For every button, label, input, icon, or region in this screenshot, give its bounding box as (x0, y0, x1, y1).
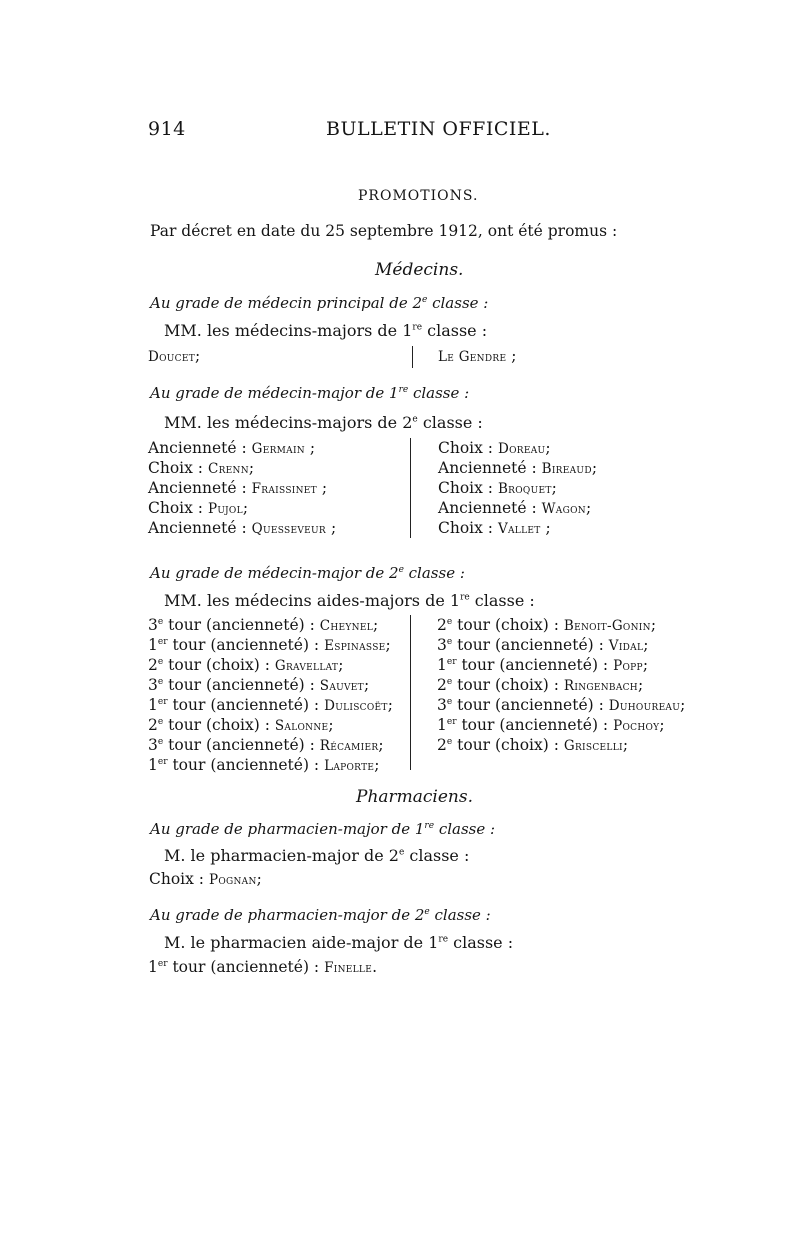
grade-line-5: Au grade de pharmacien-major de 2e classe : (150, 906, 491, 924)
list-item: 3e tour (ancienneté) : Cheynel; (148, 616, 379, 634)
block1-right-column (438, 347, 516, 367)
intro-line-1: MM. les médecins-majors de 1re classe : (164, 321, 488, 340)
list-item: 2e tour (choix) : Gravellat; (148, 656, 344, 674)
block2-left-column (148, 439, 336, 539)
list-item: 1er tour (ancienneté) : Popp; (437, 656, 649, 674)
grade-line-4: Au grade de pharmacien-major de 1re classe : (150, 820, 496, 838)
list-item: 2e tour (choix) : Benoit-Gonin; (437, 616, 657, 634)
block2-right-column (438, 439, 597, 539)
list-item: 2e tour (choix) : Salonne; (148, 716, 334, 734)
list-item: Ancienneté : Fraissinet ; (148, 479, 328, 497)
list-item: 3e tour (ancienneté) : Duhoureau; (437, 696, 686, 714)
block3-left-column (148, 616, 393, 776)
list-item: Le Gendre ; (438, 347, 517, 365)
medecins-heading: Médecins. (375, 260, 464, 280)
grade-line-1: Au grade de médecin principal de 2e classe : (150, 294, 489, 312)
page-header (148, 118, 648, 146)
list-item: Ancienneté : Germain ; (148, 439, 316, 457)
list-item: 1er tour (ancienneté) : Pochoy; (437, 716, 665, 734)
list-item: Doucet; (148, 347, 201, 365)
list-item: 3e tour (ancienneté) : Sauvet; (148, 676, 370, 694)
list-item: 3e tour (ancienneté) : Récamier; (148, 736, 384, 754)
list-item: 1er tour (ancienneté) : Espinasse; (148, 636, 391, 654)
list-item: 1er tour (ancienneté) : Duliscoët; (148, 696, 393, 714)
intro-line-2: MM. les médecins-majors de 2e classe : (164, 413, 483, 432)
block1-left-column (148, 347, 200, 367)
list-item: Ancienneté : Bireaud; (438, 459, 598, 477)
list-item: 2e tour (choix) : Ringenbach; (437, 676, 644, 694)
intro-line-4: M. le pharmacien-major de 2e classe : (164, 846, 470, 865)
intro-line-3: MM. les médecins aides-majors de 1re classe : (164, 591, 535, 610)
list-item: Choix : Doreau; (438, 439, 551, 457)
list-item: Choix : Pujol; (148, 499, 249, 517)
pharmacien-entry-2: 1er tour (ancienneté) : Finelle. (148, 958, 378, 976)
pharmacien-entry-1: Choix : Pognan; (149, 870, 262, 888)
list-item: 1er tour (ancienneté) : Laporte; (148, 756, 380, 774)
pharmaciens-heading: Pharmaciens. (356, 787, 473, 807)
list-item: Ancienneté : Quesseveur ; (148, 519, 337, 537)
column-divider (410, 615, 411, 770)
column-divider (410, 438, 411, 538)
list-item: 3e tour (ancienneté) : Vidal; (437, 636, 649, 654)
intro-line-5: M. le pharmacien aide-major de 1re classe : (164, 933, 514, 952)
list-item: 2e tour (choix) : Griscelli; (437, 736, 629, 754)
list-item: Ancienneté : Wagon; (438, 499, 592, 517)
grade-line-2: Au grade de médecin-major de 1re classe : (150, 384, 470, 402)
running-title: BULLETIN OFFICIEL. (326, 118, 551, 140)
block3-right-column (437, 616, 685, 756)
list-item: Choix : Crenn; (148, 459, 255, 477)
column-divider (412, 346, 413, 368)
list-item: Choix : Broquet; (438, 479, 557, 497)
grade-line-3: Au grade de médecin-major de 2e classe : (150, 564, 465, 582)
section-title: PROMOTIONS. (358, 188, 479, 204)
list-item: Choix : Vallet ; (438, 519, 551, 537)
page-number: 914 (148, 118, 186, 140)
decree-line: Par décret en date du 25 septembre 1912, ont été promus : (150, 222, 618, 240)
